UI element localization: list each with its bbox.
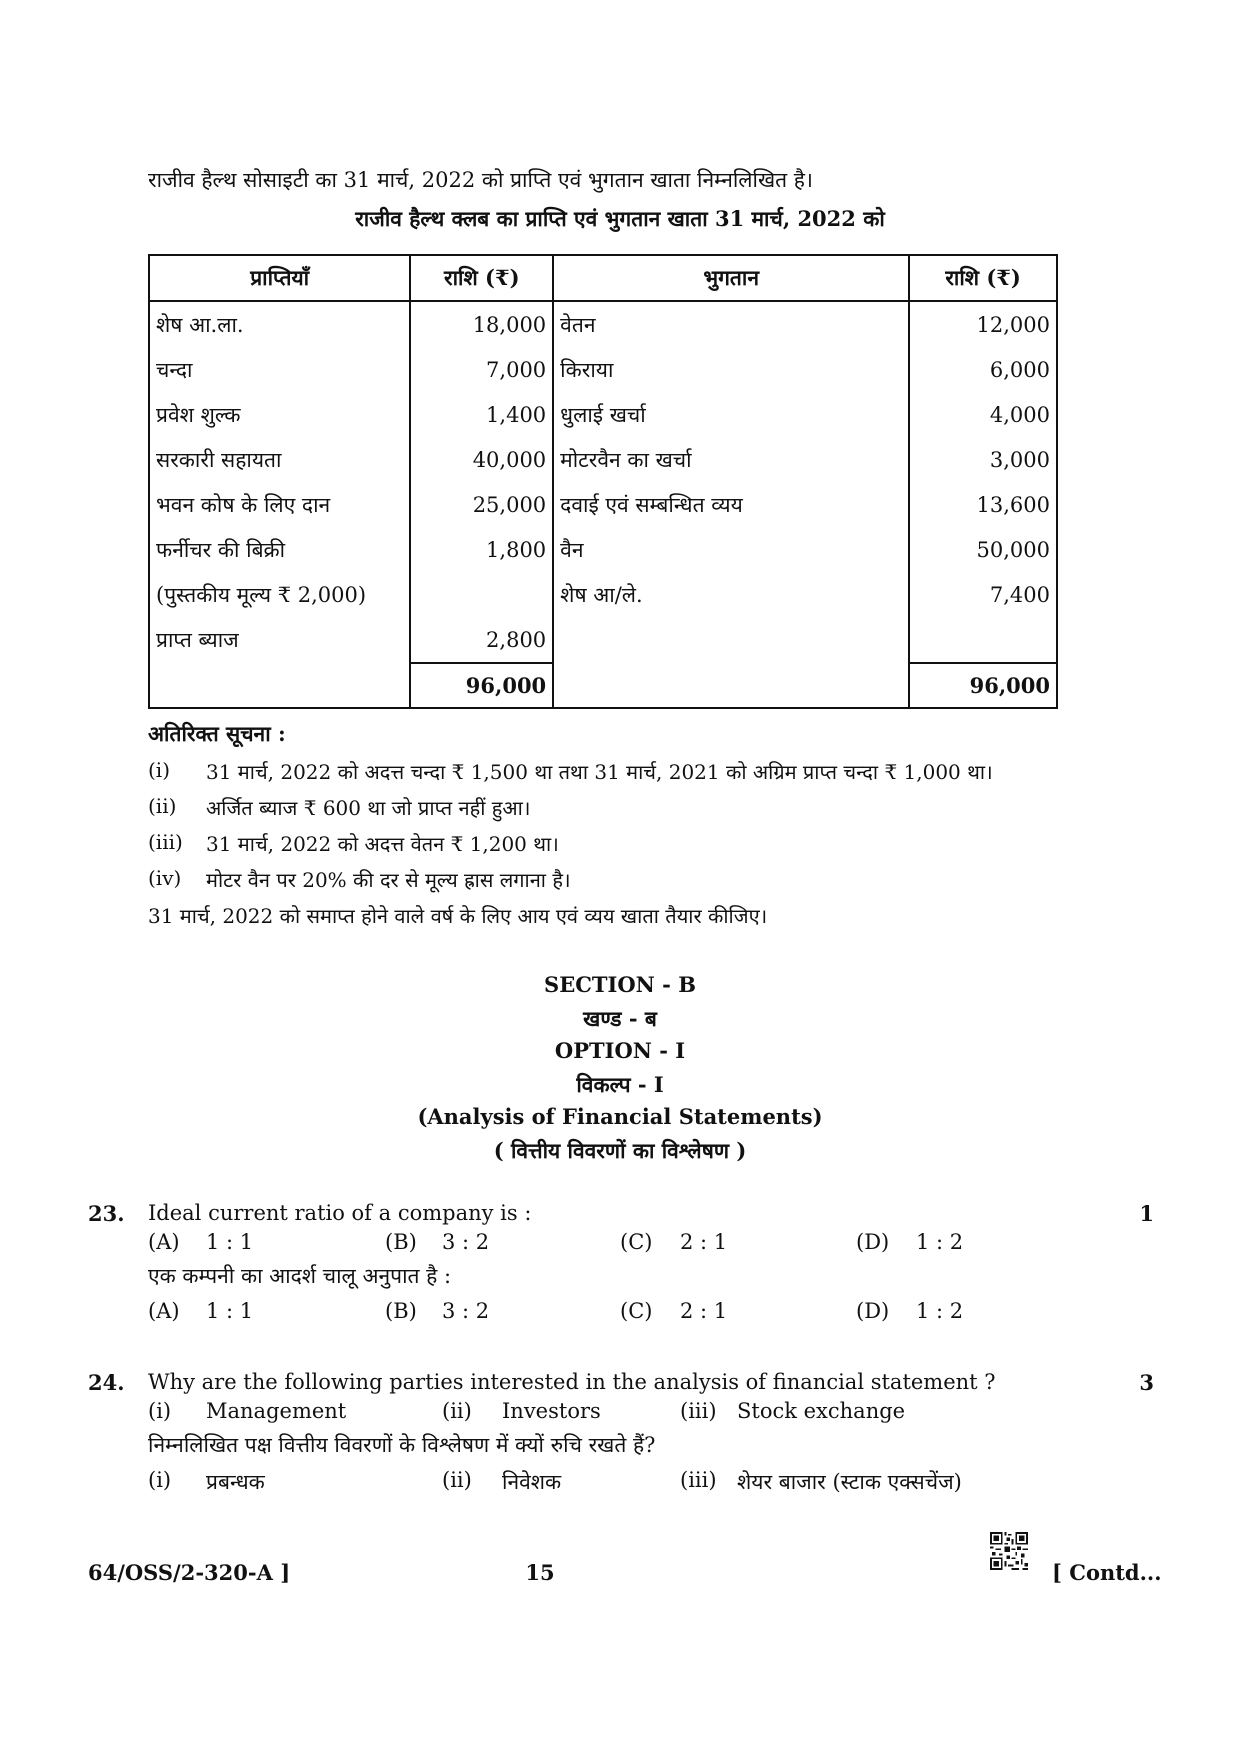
- q24-option-iii-label-en: (iii): [680, 1399, 717, 1423]
- q24-option-i-label-hi: (i): [148, 1468, 172, 1492]
- receipt-amount: 40,000: [410, 437, 553, 482]
- receipt-item: शेष आ.ला.: [149, 301, 410, 347]
- note-text: 31 मार्च, 2022 को अदत्त चन्दा ₹ 1,500 था तथा 31 मार्च, 2021 को अग्रिम प्राप्त चन्दा ₹ 1,000 था।: [206, 760, 993, 784]
- header-receipts: प्राप्तियाँ: [149, 255, 410, 301]
- q24-option-ii-label-en: (ii): [442, 1399, 472, 1423]
- paper-code: 64/OSS/2-320-A ]: [88, 1560, 291, 1585]
- subject-heading-en: (Analysis of Financial Statements): [417, 1104, 823, 1129]
- payment-item: किराया: [553, 347, 909, 392]
- note-number: (i): [148, 758, 171, 782]
- header-payments: भुगतान: [553, 255, 909, 301]
- q24-option-i-value-hi: प्रबन्धक: [206, 1470, 265, 1494]
- receipt-amount: 2,800: [410, 617, 553, 663]
- payment-amount: 7,400: [909, 572, 1057, 617]
- q23-option-a-value-en: 1 : 1: [206, 1230, 254, 1254]
- note-text: 31 मार्च, 2022 को अदत्त वेतन ₹ 1,200 था।: [206, 832, 559, 856]
- payment-amount: 50,000: [909, 527, 1057, 572]
- q23-option-a-label-en: (A): [148, 1230, 180, 1254]
- payment-item: दवाई एवं सम्बन्धित व्यय: [553, 482, 909, 527]
- q23-option-c-label-hi: (C): [620, 1299, 653, 1323]
- q23-option-b-value-hi: 3 : 2: [442, 1299, 490, 1323]
- note-number: (iv): [148, 866, 182, 890]
- table-row: [149, 437, 1057, 482]
- total-receipts: 96,000: [410, 663, 553, 708]
- receipt-item: (पुस्तकीय मूल्य ₹ 2,000): [149, 572, 410, 617]
- table-row: [149, 392, 1057, 437]
- receipt-item: प्रवेश शुल्क: [149, 392, 410, 437]
- receipt-item: सरकारी सहायता: [149, 437, 410, 482]
- account-title: राजीव हैल्थ क्लब का प्राप्ति एवं भुगतान खाता 31 मार्च, 2022 को: [355, 206, 885, 231]
- q23-option-d-label-hi: (D): [856, 1299, 890, 1323]
- payment-amount: [909, 617, 1057, 663]
- receipt-item: प्राप्त ब्याज: [149, 617, 410, 663]
- q24-option-ii-value-hi: निवेशक: [502, 1470, 562, 1494]
- q24-option-iii-value-en: Stock exchange: [737, 1399, 906, 1423]
- header-payments-amount: राशि (₹): [909, 255, 1057, 301]
- section-heading-en: SECTION - B: [544, 972, 696, 997]
- receipt-amount: [410, 572, 553, 617]
- table-row: [149, 482, 1057, 527]
- payment-item: वैन: [553, 527, 909, 572]
- total-blank-right: [553, 663, 909, 708]
- payment-item: मोटरवैन का खर्चा: [553, 437, 909, 482]
- question-23-text-hi: एक कम्पनी का आदर्श चालू अनुपात है :: [148, 1264, 452, 1288]
- question-24-text-en: Why are the following parties interested in the analysis of financial statement ?: [148, 1370, 996, 1394]
- receipt-item: फर्नीचर की बिक्री: [149, 527, 410, 572]
- question-23-number: 23.: [88, 1201, 125, 1226]
- question-24-marks: 3: [1139, 1370, 1154, 1395]
- note-number: (iii): [148, 830, 183, 854]
- receipts-payments-table: [148, 254, 1058, 709]
- page-number: 15: [525, 1560, 555, 1585]
- table-total-row: [149, 663, 1057, 708]
- continued-label: [ Contd...: [1052, 1560, 1162, 1585]
- header-receipts-amount: राशि (₹): [410, 255, 553, 301]
- payment-item: [553, 617, 909, 663]
- q23-option-a-label-hi: (A): [148, 1299, 180, 1323]
- payment-item: धुलाई खर्चा: [553, 392, 909, 437]
- receipt-amount: 1,400: [410, 392, 553, 437]
- q23-option-c-value-en: 2 : 1: [680, 1230, 728, 1254]
- receipt-amount: 25,000: [410, 482, 553, 527]
- question-instruction: 31 मार्च, 2022 को समाप्त होने वाले वर्ष के लिए आय एवं व्यय खाता तैयार कीजिए।: [148, 904, 768, 928]
- table-header-row: [149, 255, 1057, 301]
- table-row: [149, 527, 1057, 572]
- question-24-number: 24.: [88, 1370, 125, 1395]
- q23-option-b-label-en: (B): [385, 1230, 417, 1254]
- payment-amount: 3,000: [909, 437, 1057, 482]
- table-row: [149, 572, 1057, 617]
- qr-code-icon: [990, 1532, 1028, 1570]
- receipt-amount: 7,000: [410, 347, 553, 392]
- q23-option-d-value-hi: 1 : 2: [916, 1299, 964, 1323]
- question-24-text-hi: निम्नलिखित पक्ष वित्तीय विवरणों के विश्लेषण में क्यों रुचि रखते हैं?: [148, 1433, 656, 1457]
- receipt-amount: 18,000: [410, 301, 553, 347]
- note-text: अर्जित ब्याज ₹ 600 था जो प्राप्त नहीं हुआ।: [206, 796, 531, 820]
- note-text: मोटर वैन पर 20% की दर से मूल्य ह्रास लगाना है।: [206, 868, 571, 892]
- subject-heading-hi: ( वित्तीय विवरणों का विश्लेषण ): [493, 1138, 747, 1163]
- receipt-item: चन्दा: [149, 347, 410, 392]
- payment-amount: 4,000: [909, 392, 1057, 437]
- payment-item: वेतन: [553, 301, 909, 347]
- payment-amount: 12,000: [909, 301, 1057, 347]
- q23-option-c-value-hi: 2 : 1: [680, 1299, 728, 1323]
- payment-item: शेष आ/ले.: [553, 572, 909, 617]
- payment-amount: 13,600: [909, 482, 1057, 527]
- total-payments: 96,000: [909, 663, 1057, 708]
- additional-info-title: अतिरिक्त सूचना :: [148, 721, 286, 746]
- table-row: [149, 617, 1057, 663]
- option-heading-hi: विकल्प - I: [576, 1072, 664, 1097]
- q23-option-b-value-en: 3 : 2: [442, 1230, 490, 1254]
- payment-amount: 6,000: [909, 347, 1057, 392]
- q23-option-d-label-en: (D): [856, 1230, 890, 1254]
- option-heading-en: OPTION - I: [554, 1038, 686, 1063]
- section-heading-hi: खण्ड - ब: [583, 1006, 657, 1031]
- q24-option-iii-label-hi: (iii): [680, 1468, 717, 1492]
- q24-option-iii-value-hi: शेयर बाजार (स्टाक एक्सचेंज): [737, 1470, 962, 1494]
- table-row: [149, 301, 1057, 347]
- receipt-amount: 1,800: [410, 527, 553, 572]
- receipt-item: भवन कोष के लिए दान: [149, 482, 410, 527]
- q24-option-ii-value-en: Investors: [502, 1399, 601, 1423]
- table-row: [149, 347, 1057, 392]
- question-23-text-en: Ideal current ratio of a company is :: [148, 1201, 532, 1225]
- q23-option-b-label-hi: (B): [385, 1299, 417, 1323]
- q23-option-d-value-en: 1 : 2: [916, 1230, 964, 1254]
- q24-option-i-label-en: (i): [148, 1399, 172, 1423]
- total-blank-left: [149, 663, 410, 708]
- q24-option-ii-label-hi: (ii): [442, 1468, 472, 1492]
- intro-text: राजीव हैल्थ सोसाइटी का 31 मार्च, 2022 को प्राप्ति एवं भुगतान खाता निम्नलिखित है।: [148, 168, 813, 192]
- note-number: (ii): [148, 794, 177, 818]
- q24-option-i-value-en: Management: [206, 1399, 347, 1423]
- question-23-marks: 1: [1139, 1201, 1154, 1226]
- q23-option-a-value-hi: 1 : 1: [206, 1299, 254, 1323]
- q23-option-c-label-en: (C): [620, 1230, 653, 1254]
